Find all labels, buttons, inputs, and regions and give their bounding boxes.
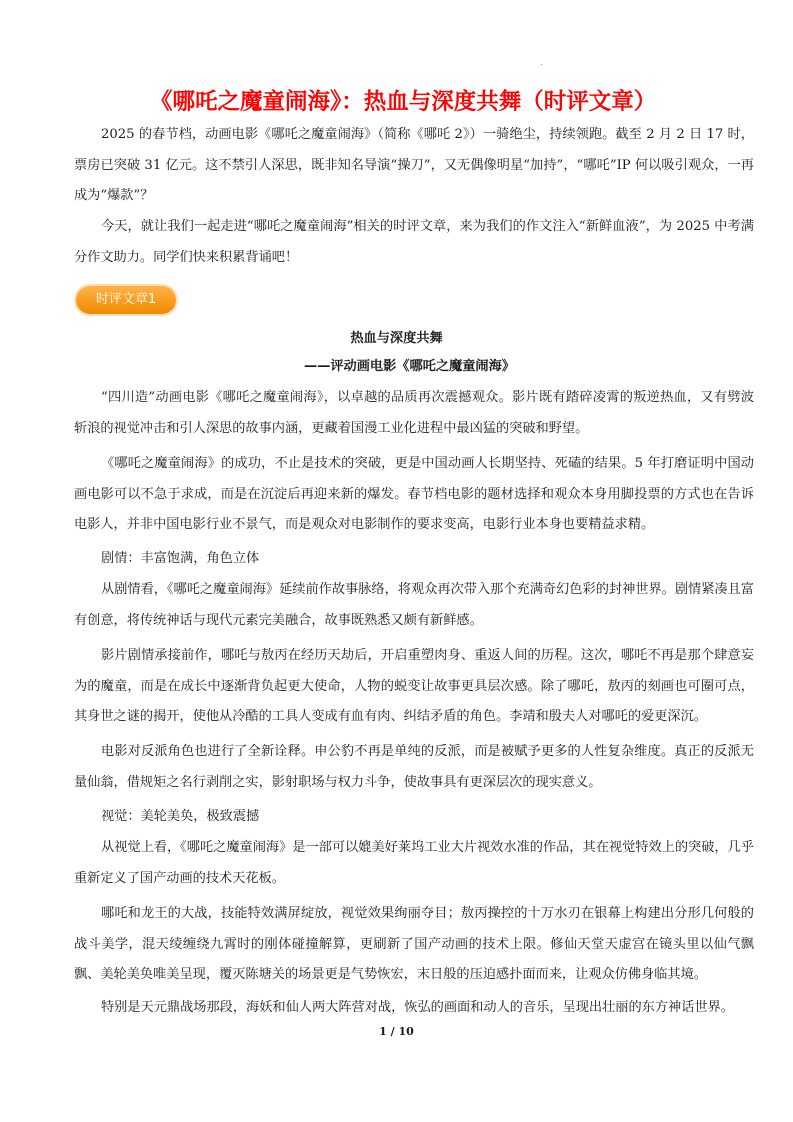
article-subtitle: ——评动画电影《哪吒之魔童闹海》: [304, 359, 515, 374]
article-paragraph-7: 哪吒和龙王的大战，技能特效满屏绽放，视觉效果绚丽夺目；敖丙操控的十万水刃在银幕上构建出分形几何般的战斗美学，混天绫缠绕九霄时的刚体碰撞解算，更刷新了国产动画的技术上限。修仙天堂天虚宫在镜头里以仙气飘飘、美轮美奂唯美呈现，覆灭陈塘关的场景更是气势恢宏，末日般的压迫感扑面而来，让观众仿佛身临其境。: [74, 906, 754, 982]
page-number: 1 / 10: [379, 1025, 414, 1038]
intro-paragraph-1: 2025 的春节档，动画电影《哪吒之魔童闹海》（简称《哪吒 2》）一骑绝尘，持续领跑。截至 2 月 2 日 17 时，票房已突破 31 亿元。这不禁引人深思，既非知名导演“操刀”，又无偶像明星“加持”，“哪吒”IP 何以吸引观众，一再成为“爆款”？: [74, 127, 754, 203]
intro-paragraph-2: 今天，就让我们一起走进“哪吒之魔童闹海”相关的时评文章，来为我们的作文注入“新鲜血液”，为 2025 中考满分作文助力。同学们快来积累背诵吧！: [74, 219, 754, 265]
section-heading-plot: 剧情：丰富饱满，角色立体: [101, 551, 260, 566]
page-title: 《哪吒之魔童闹海》：热血与深度共舞（时评文章）: [150, 89, 657, 115]
article-badge: 时评文章1: [76, 286, 176, 314]
article-paragraph-3: 从剧情看，《哪吒之魔童闹海》延续前作故事脉络，将观众再次带入那个充满奇幻色彩的封神世界。剧情紧凑且富有创意，将传统神话与现代元素完美融合，故事既熟悉又颇有新鲜感。: [74, 582, 754, 628]
article-paragraph-2: 《哪吒之魔童闹海》的成功，不止是技术的突破，更是中国动画人长期坚持、死磕的结果。5 年打磨证明中国动画电影可以不急于求成，而是在沉淀后再迎来新的爆发。春节档电影的题材选择和观众本身用脚投票的方式也在告诉电影人，并非中国电影行业不景气，而是观众对电影制作的要求变高，电影行业本身也要精益求精。: [74, 456, 754, 532]
scan-dot: [541, 64, 542, 65]
article-paragraph-4: 影片剧情承接前作，哪吒与敖丙在经历天劫后，开启重塑肉身、重返人间的历程。这次，哪吒不再是那个肆意妄为的魔童，而是在成长中逐渐背负起更大使命，人物的蜕变让故事更具层次感。除了哪吒，敖丙的刻画也可圈可点，其身世之谜的揭开，使他从冷酷的工具人变成有血有肉、纠结矛盾的角色。李靖和殷夫人对哪吒的爱更深沉。: [74, 648, 754, 724]
article-paragraph-6: 从视觉上看，《哪吒之魔童闹海》是一部可以媲美好莱坞工业大片视效水准的作品，其在视觉特效上的突破，几乎重新定义了国产动画的技术天花板。: [74, 840, 754, 886]
article-title: 热血与深度共舞: [350, 331, 443, 346]
article-paragraph-8: 特别是天元鼎战场那段，海妖和仙人两大阵营对战，恢弘的画面和动人的音乐，呈现出壮丽的东方神话世界。: [101, 1000, 734, 1015]
article-paragraph-5: 电影对反派角色也进行了全新诠释。申公豹不再是单纯的反派，而是被赋予更多的人性复杂维度。真正的反派无量仙翁，借规矩之名行剥削之实，影射职场与权力斗争，使故事具有更深层次的现实意义。: [74, 744, 754, 790]
article-paragraph-1: “四川造”动画电影《哪吒之魔童闹海》，以卓越的品质再次震撼观众。影片既有踏碎凌霄的叛逆热血，又有劈波斩浪的视觉冲击和引人深思的故事内涵，更藏着国漫工业化进程中最凶猛的突破和野望。: [74, 390, 754, 436]
section-heading-visual: 视觉：美轮美奂，极致震撼: [101, 809, 260, 824]
